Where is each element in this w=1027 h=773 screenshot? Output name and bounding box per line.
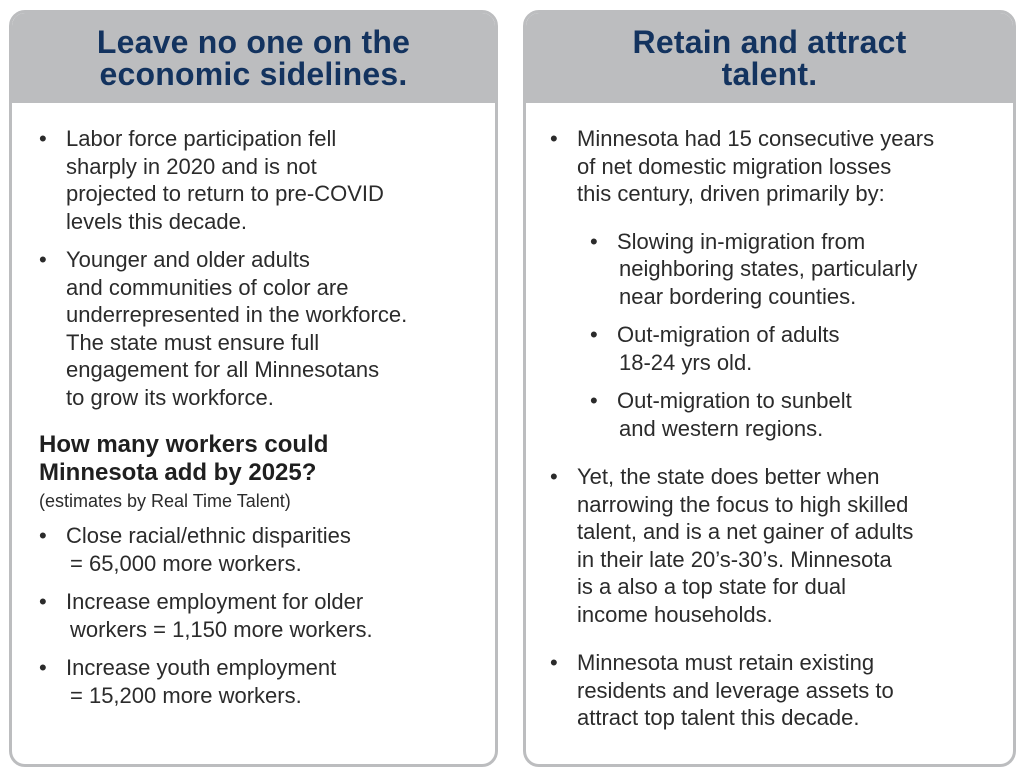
bullet-icon: • bbox=[39, 126, 47, 151]
estimates-heading: How many workers could Minnesota add by 2025? bbox=[39, 431, 329, 486]
list-item: • Slowing in-migration from neighboring states, particularly near bordering counties. bbox=[590, 228, 918, 309]
list-item: • Yet, the state does better when narrowing the focus to high skilled talent, and is a net gainer of adults in their late 20’s-30’s. Minnesota is a also a top state for dual income households. bbox=[550, 464, 914, 627]
bullet-icon: • bbox=[590, 228, 598, 254]
bullet-icon: • bbox=[550, 126, 558, 151]
estimates-source-note: (estimates by Real Time Talent) bbox=[39, 491, 291, 511]
bullet-icon: • bbox=[590, 322, 598, 347]
list-item: • Labor force participation fell sharply in 2020 and is not projected to return to pre-COVID levels this decade. bbox=[39, 126, 384, 234]
bullet-icon: • bbox=[39, 523, 47, 548]
list-item: • Younger and older adults and communities of color are underrepresented in the workforce. The state must ensure full engagement for all Minnesotans to grow its workforce. bbox=[39, 247, 408, 410]
left-panel-header bbox=[12, 13, 495, 103]
left-panel bbox=[9, 10, 498, 767]
list-item: • Minnesota must retain existing residents and leverage assets to attract top talent this decade. bbox=[550, 650, 894, 730]
left-panel-body bbox=[12, 125, 495, 709]
participation-list bbox=[39, 125, 475, 411]
bullet-icon: • bbox=[39, 655, 47, 680]
left-panel-title: Leave no one on the economic sidelines. bbox=[96, 24, 411, 92]
estimates-list bbox=[39, 522, 475, 709]
right-panel-header bbox=[526, 13, 1013, 103]
bullet-icon: • bbox=[550, 464, 558, 489]
right-panel-title: Retain and attract talent. bbox=[632, 24, 907, 92]
bullet-icon: • bbox=[39, 589, 47, 614]
migration-drivers-list bbox=[590, 228, 993, 443]
list-item: • Out-migration of adults 18-24 yrs old. bbox=[590, 322, 840, 375]
bullet-icon: • bbox=[39, 247, 47, 272]
bullet-icon: • bbox=[590, 388, 598, 413]
right-panel-body bbox=[526, 125, 1013, 732]
list-item: • Out-migration to sunbelt and western regions. bbox=[590, 388, 852, 441]
list-item: • Increase employment for older workers = 1,150 more workers. bbox=[39, 589, 373, 642]
list-item: • Minnesota had 15 consecutive years of net domestic migration losses this century, driven primarily by: • Slowing in-migration from neighboring states, particularly near bordering counties. • Out-migration of adults 18-24 yrs old. • Out-migration to sunbelt and western regions. bbox=[577, 125, 993, 442]
list-item: • Increase youth employment = 15,200 more workers. bbox=[39, 655, 337, 708]
right-panel bbox=[523, 10, 1016, 767]
bullet-icon: • bbox=[550, 650, 558, 675]
list-item: • Close racial/ethnic disparities = 65,000 more workers. bbox=[39, 523, 351, 576]
migration-list bbox=[550, 125, 993, 732]
